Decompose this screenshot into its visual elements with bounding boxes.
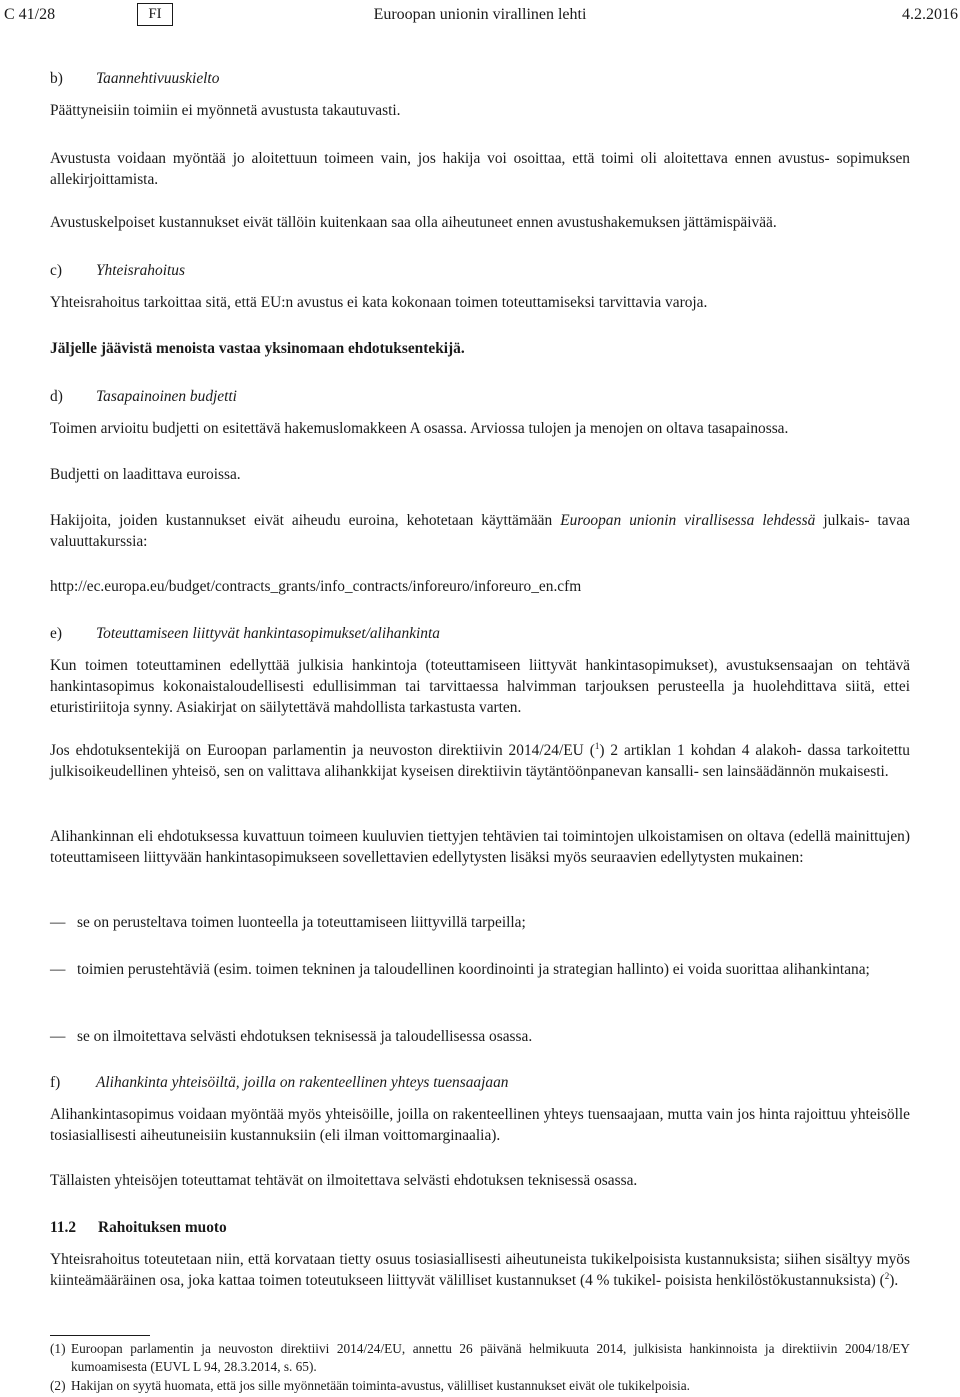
section-c-title: Yhteisrahoitus — [96, 262, 185, 279]
section-d-paragraph-3 — [50, 510, 910, 552]
section-d-paragraph-1: Toimen arvioitu budjetti on esitettävä hakemuslomakkeen A osassa. Arviossa tulojen ja menojen on oltava tasapainossa. — [50, 420, 789, 437]
section-e-title: Toteuttamiseen liittyvät hankintasopimukset/alihankinta — [96, 625, 440, 642]
section-e-label: e) — [50, 625, 62, 642]
footnote-separator — [50, 1335, 150, 1336]
section-b-title: Taannehtivuuskielto — [96, 70, 220, 87]
section-e-paragraph-2-text-a: Jos ehdotuksentekijä on Euroopan parlamentin ja neuvoston direktiivin 2014/24/EU ( — [50, 742, 595, 759]
section-b-paragraph-2: Avustusta voidaan myöntää jo aloitettuun toimeen vain, jos hakija voi osoittaa, että toimi oli aloitettava ennen avustus- sopimuksen allekirjoittamista. — [50, 150, 910, 188]
list-dash: — — [50, 1028, 66, 1045]
section-11-2-paragraph — [50, 1249, 910, 1291]
section-f-paragraph-2: Tällaisten yhteisöjen toteuttamat tehtävät on ilmoitettava selvästi ehdotuksen teknisessä osassa. — [50, 1172, 638, 1189]
section-f-label: f) — [50, 1074, 61, 1091]
section-e-paragraph-2 — [50, 740, 910, 782]
section-e-paragraph-2-text-b: ) 2 artiklan 1 kohdan 4 alakoh- dassa tarkoitettu julkisoikeudellinen yhteisö, sen on valittava alihankkijat kyseisen direktiivin täytäntöönpanevan kansalli- sen lainsäädännön mukaisesti. — [50, 742, 911, 780]
section-b-label: b) — [50, 70, 63, 87]
list-item: se on ilmoitettava selvästi ehdotuksen teknisessä ja taloudellisessa osassa. — [77, 1028, 533, 1045]
list-item: se on perusteltava toimen luonteella ja toteuttamiseen liittyvillä tarpeilla; — [77, 914, 526, 931]
section-d-paragraph-3-text-b: julkais- tavaa valuuttakurssia: — [50, 512, 910, 550]
journal-title: Euroopan unionin virallinen lehti — [373, 6, 587, 23]
page-reference: C 41/28 — [4, 6, 56, 23]
section-c-label: c) — [50, 262, 62, 279]
footnote-ref-2[interactable]: 2 — [884, 1270, 890, 1281]
footnote-text-1: Euroopan parlamentin ja neuvoston direktiivi 2014/24/EU, annettu 26 päivänä helmikuuta 2014, julkisista hankinnoista ja direktiivin 2004/18/EY kumoamisesta (EUVL L 94, 28.3.2014, s. 65). — [71, 1341, 910, 1374]
section-c-paragraph-1: Yhteisrahoitus tarkoittaa sitä, että EU:n avustus ei kata kokonaan toimen toteuttamiseksi tarvittavia varoja. — [50, 294, 708, 311]
footnote-mark-1: (1) — [50, 1341, 66, 1356]
section-d-title: Tasapainoinen budjetti — [96, 388, 237, 405]
section-heading: Rahoituksen muoto — [98, 1219, 227, 1236]
section-f-title: Alihankinta yhteisöiltä, joilla on rakenteellinen yhteys tuensaajaan — [96, 1074, 509, 1091]
section-d-paragraph-2: Budjetti on laadittava euroissa. — [50, 466, 241, 483]
journal-name-italic: Euroopan unionin virallisessa lehdessä — [560, 512, 816, 529]
footnote-text-2: Hakijan on syytä huomata, että jos sille myönnetään toiminta-avustus, välilliset kustannukset eivät ole tukikelpoisia. — [71, 1378, 690, 1393]
section-f-paragraph-1: Alihankintasopimus voidaan myöntää myös yhteisöille, joilla on rakenteellinen yhteys tuensaajaan, mutta vain jos hinta rajoittuu yhteisölle tosiasiallisesti aiheutuneisiin kustannuksiin (eli ilman voittomarginaalia). — [50, 1106, 910, 1144]
section-11-2-text-b: ). — [889, 1272, 899, 1289]
footnote-ref-1[interactable]: 1 — [594, 740, 600, 751]
list-dash: — — [50, 961, 66, 978]
section-11-2-text-a: Yhteisrahoitus toteutetaan niin, että korvataan tietty osuus tosiasiallisesti aiheutuneista tukikelpoisista kustannuksista; siihen sisältyy myös kiinteämääräinen osa, joka kattaa toimen toteutukseen liittyvät välilliset kustannukset (4 % tukikel- poisista henkilöstökustannuksista) ( — [50, 1251, 910, 1289]
language-code-box: FI — [137, 3, 173, 26]
section-b-paragraph-1: Päättyneisiin toimiin ei myönnetä avustusta takautuvasti. — [50, 102, 401, 119]
section-e-paragraph-3: Alihankinnan eli ehdotuksessa kuvattuun toimeen kuuluvien tiettyjen tehtävien tai toimintojen ulkoistamisen on oltava (edellä mainittujen) toteuttamiseen liittyvään hankintasopimukseen sovellettavien edellytysten lisäksi myös seuraavien edellytysten mukainen: — [50, 828, 910, 866]
publication-date: 4.2.2016 — [902, 6, 958, 23]
list-item: toimien perustehtäviä (esim. toimen tekninen ja taloudellinen koordinointi ja strategian hallinto) ei voida suorittaa alihankintana; — [77, 961, 870, 978]
section-number: 11.2 — [50, 1219, 77, 1236]
list-dash: — — [50, 914, 66, 931]
section-d-label: d) — [50, 388, 63, 405]
section-d-paragraph-3-text-a: Hakijoita, joiden kustannukset eivät aiheudu euroina, kehotetaan käyttämään — [50, 512, 561, 529]
section-e-paragraph-1: Kun toimen toteuttaminen edellyttää julkisia hankintoja (toteuttamiseen liittyvät hankintasopimukset), avustuksensaajan on tehtävä hankintasopimus kokonaistaloudellisesti edullisimman tai tarvittaessa halvimman tarjouksen perusteella ja huolehdittava siitä, ettei eturistiriitoja synny. Asiakirjat on säilytettävä mahdollista tarkastusta varten. — [50, 657, 910, 716]
inforeuro-url[interactable]: http://ec.europa.eu/budget/contracts_grants/info_contracts/inforeuro/inforeuro_en.cfm — [50, 578, 582, 595]
footnote-mark-2: (2) — [50, 1378, 66, 1393]
section-b-paragraph-3: Avustuskelpoiset kustannukset eivät tällöin kuitenkaan saa olla aiheutuneet ennen avustushakemuksen jättämispäivää. — [50, 214, 777, 231]
section-c-paragraph-2: Jäljelle jäävistä menoista vastaa yksinomaan ehdotuksentekijä. — [50, 340, 465, 357]
